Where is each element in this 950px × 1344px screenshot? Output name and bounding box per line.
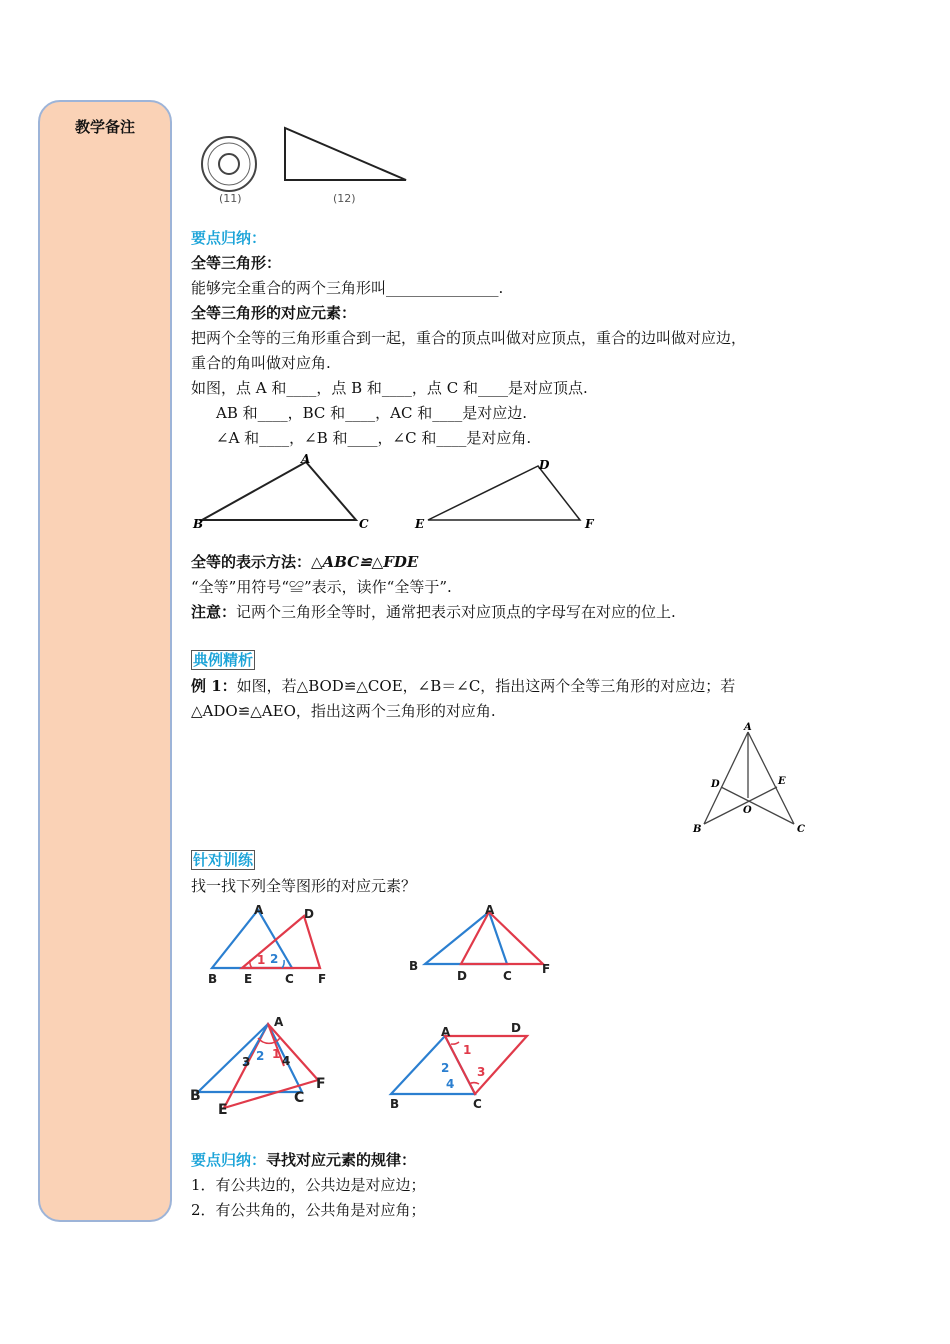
ex-vertex-d: D	[711, 779, 720, 790]
summary-title: 寻找对应元素的规律：	[266, 1151, 417, 1169]
svg-text:3: 3	[477, 1065, 486, 1079]
vertex-a: A	[301, 452, 311, 466]
sidebar-title: 教学备注	[74, 118, 135, 136]
definition-line: 能够完全重合的两个三角形叫_______________.	[191, 279, 504, 297]
svg-text:1: 1	[463, 1043, 472, 1057]
svg-text:A: A	[274, 1015, 284, 1029]
symbol-explain: “全等”用符号“≌”表示，读作“全等于”.	[191, 578, 452, 596]
svg-text:B: B	[208, 972, 218, 986]
notation-line	[191, 552, 418, 572]
svg-text:F: F	[316, 1076, 326, 1092]
summary-item-2: 2．有公共角的，公共角是对应角；	[191, 1201, 426, 1219]
key-points-heading: 要点归纳：	[191, 229, 267, 247]
svg-text:C: C	[294, 1090, 305, 1106]
angle-fill-line: ∠A 和____，∠B 和____，∠C 和____是对应角.	[216, 429, 532, 447]
svg-text:D: D	[304, 907, 314, 921]
svg-text:F: F	[318, 972, 327, 986]
svg-text:1: 1	[272, 1047, 281, 1061]
example-line-2: △ADO≌△AEO，指出这两个三角形的对应角.	[191, 702, 496, 720]
practice-figure-3	[188, 1010, 338, 1120]
note-line	[191, 602, 676, 622]
svg-text:B: B	[190, 1088, 201, 1104]
practice-figure-1	[200, 900, 340, 990]
vertex-fill-line: 如图，点 A 和____，点 B 和____，点 C 和____是对应顶点.	[191, 379, 588, 397]
svg-text:D: D	[457, 969, 467, 983]
note-text: 记两个三角形全等时，通常把表示对应顶点的字母写在对应的位上.	[236, 603, 676, 621]
corresponding-elements-title: 全等三角形的对应元素：	[191, 304, 357, 322]
congruent-triangle-title: 全等三角形：	[191, 254, 282, 272]
svg-text:B: B	[409, 959, 419, 973]
vertex-f: F	[585, 517, 594, 531]
ex-vertex-o: O	[743, 805, 752, 816]
example-line	[191, 676, 735, 696]
svg-text:F: F	[542, 962, 551, 976]
vertex-d: D	[539, 458, 550, 472]
label-12: (12)	[333, 192, 356, 205]
practice-question: 找一找下列全等图形的对应元素？	[191, 877, 417, 895]
text-line: 把两个全等的三角形重合到一起，重合的顶点叫做对应顶点，重合的边叫做对应边，	[191, 329, 747, 347]
vertex-e: E	[415, 517, 425, 531]
example-text: 如图，若△BOD≌△COE，∠B＝∠C，指出这两个全等三角形的对应边；若	[236, 677, 736, 695]
svg-text:A: A	[254, 903, 264, 917]
practice-heading	[191, 850, 255, 870]
example-heading	[191, 650, 255, 670]
svg-text:C: C	[285, 972, 294, 986]
ex-vertex-a: A	[744, 722, 752, 733]
svg-text:4: 4	[282, 1054, 291, 1068]
svg-text:E: E	[218, 1102, 228, 1118]
text-line: 重合的角叫做对应角.	[191, 354, 331, 372]
summary-line	[191, 1150, 416, 1170]
ex-vertex-b: B	[693, 824, 702, 835]
svg-text:A: A	[441, 1025, 451, 1039]
svg-text:2: 2	[270, 952, 279, 966]
svg-text:B: B	[390, 1097, 400, 1111]
label-11: (11)	[219, 192, 242, 205]
example-label: 例 1：	[191, 677, 237, 695]
practice-heading-label: 针对训练	[193, 851, 254, 869]
svg-text:A: A	[485, 903, 495, 917]
vertex-c: C	[359, 517, 369, 531]
ex-vertex-c: C	[797, 824, 805, 835]
top-figures	[195, 122, 425, 212]
svg-text:C: C	[503, 969, 512, 983]
ex-vertex-e: E	[778, 776, 786, 787]
notation-expr: △ABC≌△FDE	[311, 553, 419, 571]
notation-label: 全等的表示方法：	[191, 553, 312, 571]
vertex-b: B	[193, 517, 204, 531]
practice-figure-4	[385, 1018, 545, 1118]
svg-text:C: C	[473, 1097, 482, 1111]
congruent-triangles-figure	[190, 452, 610, 532]
note-label: 注意：	[191, 603, 237, 621]
summary-item-1: 1．有公共边的，公共边是对应边；	[191, 1176, 426, 1194]
sidebar-notes	[38, 100, 172, 1222]
svg-text:3: 3	[242, 1055, 251, 1069]
svg-text:1: 1	[257, 953, 266, 967]
practice-figure-2	[405, 900, 565, 990]
svg-text:2: 2	[441, 1061, 450, 1075]
summary-heading: 要点归纳：	[191, 1151, 267, 1169]
svg-text:2: 2	[256, 1049, 265, 1063]
example-figure	[690, 720, 820, 840]
svg-text:D: D	[511, 1021, 521, 1035]
side-fill-line: AB 和____，BC 和____，AC 和____是对应边.	[216, 404, 528, 422]
svg-text:E: E	[244, 972, 253, 986]
svg-text:4: 4	[446, 1077, 455, 1091]
example-heading-label: 典例精析	[193, 651, 254, 669]
